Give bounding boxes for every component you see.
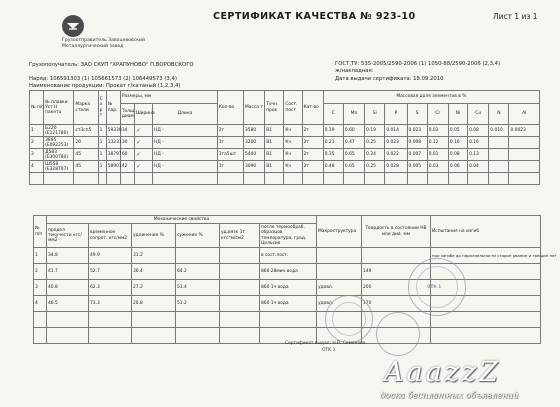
col-mech-title: Механические свойства [47, 216, 317, 224]
cell-n [489, 137, 509, 149]
chem-row [30, 137, 540, 149]
cell-qty: 1т [217, 161, 243, 173]
cell-heat: 860 1ч вода [260, 296, 317, 312]
col-type: Сост. пост [284, 91, 302, 125]
col-el-n: N [489, 104, 509, 125]
cell-mn: 0.65 [343, 149, 364, 161]
round-stamp-icon [376, 312, 420, 356]
check-icon: ✓ [134, 125, 152, 137]
cell-accuracy: В1 [265, 149, 284, 161]
cell-num: 3 [34, 280, 47, 296]
cell-p: 0.014 [385, 125, 407, 137]
cell-mass: 5440 [243, 149, 264, 161]
chem-row [30, 125, 540, 137]
cell-mn: 0.65 [343, 161, 364, 173]
col-contract: сужение % [176, 224, 220, 248]
otk-stamp-inner-icon [332, 302, 366, 336]
cell-p: 0.028 [385, 161, 407, 173]
cell-bend: при загибе до параллельности сторон рванин и трещин нет [431, 248, 541, 264]
cell-pcs: 59339 [106, 125, 120, 137]
cell-elong: 20.8 [132, 296, 176, 312]
cell-macro [317, 264, 362, 280]
cell-sort: 1 [98, 137, 106, 149]
cell-s: 0.008 [407, 137, 427, 149]
cell-yield: 34.8 [47, 248, 89, 264]
cell-sort: 1 [98, 161, 106, 173]
mech-empty-row [34, 312, 541, 328]
cell-hardness [362, 248, 431, 264]
cell-num: 2 [34, 264, 47, 280]
cell-hardness: 170 [362, 296, 431, 312]
cell-cr: 0.12 [427, 137, 448, 149]
cell-num: 4 [30, 161, 44, 173]
cell-heat: в сост.пост. [260, 248, 317, 264]
cell-mn: 0.60 [343, 125, 364, 137]
certificate-number: 923-10 [375, 11, 416, 22]
cell-thickness: 30 [120, 137, 134, 149]
col-tensile: временное сопрот. кгс/мм2 [89, 224, 132, 248]
cell-num: 4 [34, 296, 47, 312]
watermark-subtitle: доска бесплатных объявлений [380, 390, 519, 400]
chem-row [30, 161, 540, 173]
cell-p: 0.022 [385, 149, 407, 161]
cell-c: 0.21 [323, 137, 343, 149]
cell-c: 0.35 [323, 149, 343, 161]
cell-impact [220, 280, 260, 296]
cell-thickness: 60 [120, 149, 134, 161]
col-accuracy: Точн. прок [265, 91, 284, 125]
issue-date: Дата выдачи сертификата: 18.09.2010 [335, 76, 444, 82]
cell-macro [317, 248, 362, 264]
cell-grade: 45 [74, 161, 98, 173]
cell-tensile: 49.9 [89, 248, 132, 264]
cell-tensile: 62.3 [89, 280, 132, 296]
consignee: Грузополучатель: ЗАО СКУП "ХРАПУНОВО" П.ВОРОВСКОГО [29, 62, 194, 68]
cell-impact [220, 248, 260, 264]
cell-melt: 3895 (Е092253) [44, 137, 74, 149]
cell-cr: 0.03 [427, 125, 448, 137]
cell-type: Кч [284, 125, 302, 137]
watermark-logo: AaazzZ [384, 357, 501, 388]
mech-row [34, 296, 541, 312]
cell-length: НД - [153, 149, 218, 161]
shipper-org [62, 38, 145, 49]
cell-melt: Ш558 (Е328707) [44, 161, 74, 173]
cell-accuracy: В1 [265, 137, 284, 149]
cell-yield: 40.8 [47, 280, 89, 296]
col-sizes: Размеры, мм [120, 91, 217, 104]
col-el-s: S [407, 104, 427, 125]
col-bend: Испытания на изгиб [431, 216, 541, 248]
cell-ni: 0.16 [448, 137, 467, 149]
cell-impact [220, 296, 260, 312]
stamp-label: ОТК 1 [427, 284, 442, 289]
col-class: Кат-во [302, 91, 323, 125]
cell-qty: 1та5шт [217, 149, 243, 161]
cell-p: 0.023 [385, 137, 407, 149]
cell-contract: 64.2 [176, 264, 220, 280]
cell-impact [220, 264, 260, 280]
cell-grade: 45 [74, 149, 98, 161]
cell-heat: 860 28мин вода [260, 264, 317, 280]
col-hardness: Твердость в состоянии НВ или диа. мм [362, 216, 431, 248]
check-icon: ✓ [134, 137, 152, 149]
certificate-title-text: СЕРТИФИКАТ КАЧЕСТВА № [213, 11, 376, 22]
company-logo-icon [62, 15, 84, 37]
chemistry-table [29, 90, 540, 185]
col-melt: № плавки Уст.Н пакета [44, 91, 74, 125]
cell-c: 0.48 [323, 161, 343, 173]
cell-contract: 51.2 [176, 296, 220, 312]
cell-si: 0.24 [365, 149, 385, 161]
cell-pcs: 13231 [106, 137, 120, 149]
cell-al [509, 161, 540, 173]
cell-n [489, 149, 509, 161]
cell-yield: 46.5 [47, 296, 89, 312]
cell-elong: 27.2 [132, 280, 176, 296]
cell-pcs: 58901 [106, 161, 120, 173]
col-qty: Кол-во [217, 91, 243, 125]
cell-length: НД - [153, 161, 218, 173]
col-grade: Марка стали [74, 91, 98, 125]
col-pcs: № пар. [106, 91, 120, 125]
cell-qty: 1т [217, 137, 243, 149]
cell-hardness: 200 [362, 280, 431, 296]
cell-num: 3 [30, 149, 44, 161]
cell-cu: 0.16 [468, 137, 489, 149]
shipper-line-2: Металлургический завод [62, 43, 124, 49]
cell-n [489, 161, 509, 173]
cell-si: 0.25 [365, 161, 385, 173]
col-el-cr: Cr [427, 104, 448, 125]
sheet-number: Лист 1 из 1 [493, 12, 538, 21]
cell-al [509, 149, 540, 161]
cell-yield: 41.7 [47, 264, 89, 280]
cell-s: 0.007 [407, 149, 427, 161]
col-num: № п/п [30, 91, 44, 125]
cell-cr: 0.01 [427, 149, 448, 161]
check-icon: ✓ [134, 161, 152, 173]
col-el-c: C [323, 104, 343, 125]
waybill: ж/накладная: [335, 68, 374, 74]
cell-ni: 0.05 [448, 125, 467, 137]
cell-heat: 860 1ч вода [260, 280, 317, 296]
cell-type: Кч [284, 137, 302, 149]
cell-elong: 31.2 [132, 248, 176, 264]
cell-s: 0.023 [407, 125, 427, 137]
cell-sort: 1 [98, 125, 106, 137]
cell-cu: 0.13 [468, 149, 489, 161]
order-number: Наряд: 106591303 (1) 105661573 (2) 106449573 (3,4) [29, 76, 177, 82]
chem-row [30, 149, 540, 161]
cell-mass: 3580 [243, 125, 264, 137]
shipper-line-1: Грузоотправитель Завоцевовский [62, 38, 145, 43]
col-el-si: Si [365, 104, 385, 125]
cell-accuracy: В1 [265, 161, 284, 173]
cell-mass: 3200 [243, 137, 264, 149]
cell-length: НД - [153, 137, 218, 149]
cell-length: НД - [153, 125, 218, 137]
cell-n: 0.010 [489, 125, 509, 137]
cell-al [509, 137, 540, 149]
cell-si: 0.19 [365, 125, 385, 137]
signature-stamp-label: ОТК 1 [322, 348, 336, 353]
cell-accuracy: В1 [265, 125, 284, 137]
cell-ni: 0.06 [448, 161, 467, 173]
cell-pcs: 38797 [106, 149, 120, 161]
cell-cr: 0.03 [427, 161, 448, 173]
cell-grade: ст3сп5 [74, 125, 98, 137]
col-chem-title: Массовая доля элементов в % [323, 91, 539, 104]
col-width: Ширина [134, 104, 152, 125]
cell-mn: 0.47 [343, 137, 364, 149]
col-mass: Масса т [243, 91, 264, 125]
col-el-mn: Mn [343, 104, 364, 125]
cell-c: 0.19 [323, 125, 343, 137]
cell-s: 0.005 [407, 161, 427, 173]
cell-thickness: 42 [120, 161, 134, 173]
col-heat: после термообраб. образцов температура, град. Цельсия [260, 224, 317, 248]
cell-class: 2т [302, 137, 323, 149]
cell-qty: 2т [217, 125, 243, 137]
mech-row [34, 248, 541, 264]
cell-contract [176, 248, 220, 264]
col-macro: Макроструктура [317, 216, 362, 248]
cell-contract: 53.4 [176, 280, 220, 296]
cell-melt: Б220 (Е121780) [44, 125, 74, 137]
signature-line: Сертификат выдал: Н.В. Семенова [285, 341, 366, 346]
cell-class: 2т [302, 125, 323, 137]
cell-macro: удовл. [317, 296, 362, 312]
col-impact: уд.вязк 1т кгс*м/см2 [220, 224, 260, 248]
cell-si: 0.25 [365, 137, 385, 149]
chem-empty-row [30, 173, 540, 185]
check-icon: ✓ [134, 149, 152, 161]
col-el-p: P [385, 104, 407, 125]
col-thickness: Толщ. диам [120, 104, 134, 125]
col-length: Длина [153, 104, 218, 125]
cell-mass: 3090 [243, 161, 264, 173]
cell-al: 0.0023 [509, 125, 540, 137]
col-mech-num: № п/п [34, 216, 47, 248]
cell-num: 1 [30, 125, 44, 137]
col-yield: предел текучести кгс/мм2 [47, 224, 89, 248]
cell-class: 2т [302, 149, 323, 161]
cell-hardness: 149 [362, 264, 431, 280]
certificate-title [213, 11, 416, 22]
col-elong: удлинение % [132, 224, 176, 248]
cell-thickness: 34 [120, 125, 134, 137]
col-el-ni: Ni [448, 104, 467, 125]
cell-cu: 0.08 [468, 125, 489, 137]
cell-class: 2т [302, 161, 323, 173]
cell-melt: Д583 (Е300784) [44, 149, 74, 161]
cell-tensile: 52.7 [89, 264, 132, 280]
col-el-al: Al [509, 104, 540, 125]
gost-standard: ГОСТ,ТУ: 535-2005/2590-2006 (1) 1050-88/2590-2006 (2,3,4) [335, 61, 501, 67]
cell-grade: 20 [74, 137, 98, 149]
cell-tensile: 73.3 [89, 296, 132, 312]
cell-macro: удовл. [317, 280, 362, 296]
cell-type: Кч [284, 161, 302, 173]
cell-num: 1 [34, 248, 47, 264]
col-el-cu: Cu [468, 104, 489, 125]
product-name: Наименование продукции: Прокат г/катаный (1,2,3,4) [29, 83, 181, 89]
cell-sort: 1 [98, 149, 106, 161]
cell-ni: 0.08 [448, 149, 467, 161]
cell-type: Кч [284, 149, 302, 161]
cell-num: 2 [30, 137, 44, 149]
col-sort: С о р т [98, 91, 106, 125]
cell-cu: 0.04 [468, 161, 489, 173]
cell-elong: 36.4 [132, 264, 176, 280]
